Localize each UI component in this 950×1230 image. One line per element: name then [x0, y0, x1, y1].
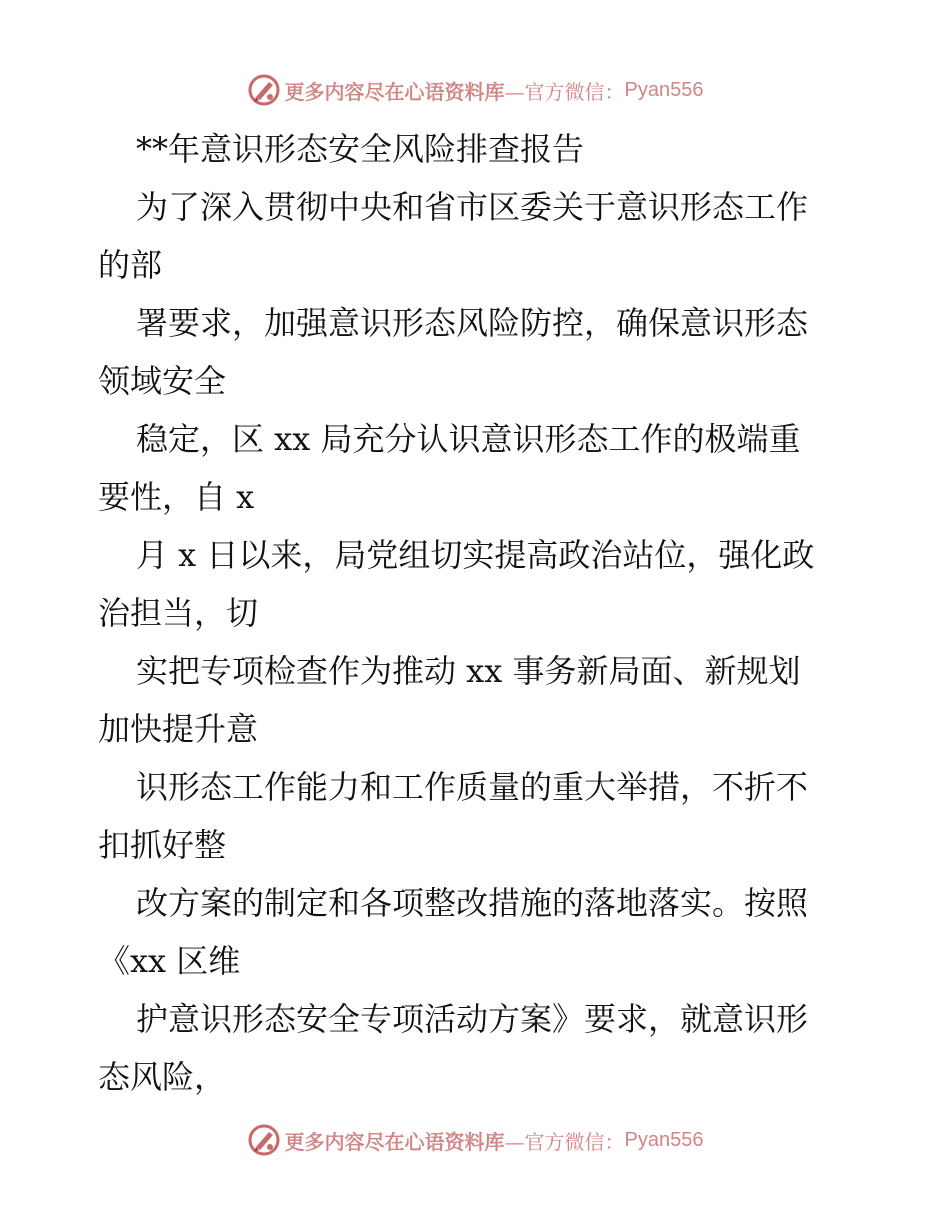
document-line: 的部	[98, 246, 163, 284]
document-line: 月 x 日以来，局党组切实提高政治站位，强化政	[136, 536, 815, 574]
footer-watermark	[0, 1118, 950, 1162]
document-lines	[98, 178, 858, 1106]
document-line: 治担当，切	[98, 594, 259, 632]
document-line: 识形态工作能力和工作质量的重大举措，不折不	[136, 768, 809, 806]
watermark-official: —官方微信：	[504, 79, 625, 104]
document-line: 态风险，	[98, 1058, 227, 1096]
watermark-wechat-id: Pyan556	[624, 1128, 704, 1151]
header-watermark	[0, 68, 950, 112]
document-body	[98, 120, 858, 1106]
document-line: 稳定，区 xx 局充分认识意识形态工作的极端重	[136, 420, 801, 458]
watermark-brand: 更多内容尽在心语资料库	[284, 79, 505, 104]
watermark-brand: 更多内容尽在心语资料库	[284, 1129, 505, 1154]
document-line: 为了深入贯彻中央和省市区委关于意识形态工作	[136, 188, 809, 226]
watermark-official: —官方微信：	[504, 1129, 625, 1154]
pen-logo-icon	[247, 1123, 281, 1157]
watermark-wechat-id: Pyan556	[624, 78, 704, 101]
document-line: 扣抓好整	[98, 826, 227, 864]
document-line: 实把专项检查作为推动 xx 事务新局面、新规划	[136, 652, 801, 690]
document-line: 要性，自 x	[98, 478, 255, 516]
document-line: 领域安全	[98, 362, 227, 400]
pen-logo-icon	[247, 73, 281, 107]
document-title: **年意识形态安全风险排查报告	[136, 130, 585, 168]
document-line: 《xx 区维	[98, 942, 241, 980]
document-line: 署要求，加强意识形态风险防控，确保意识形态	[136, 304, 809, 342]
document-line: 加快提升意	[98, 710, 259, 748]
document-line: 改方案的制定和各项整改措施的落地落实。按照	[136, 884, 809, 922]
document-line: 护意识形态安全专项活动方案》要求，就意识形	[136, 1000, 809, 1038]
